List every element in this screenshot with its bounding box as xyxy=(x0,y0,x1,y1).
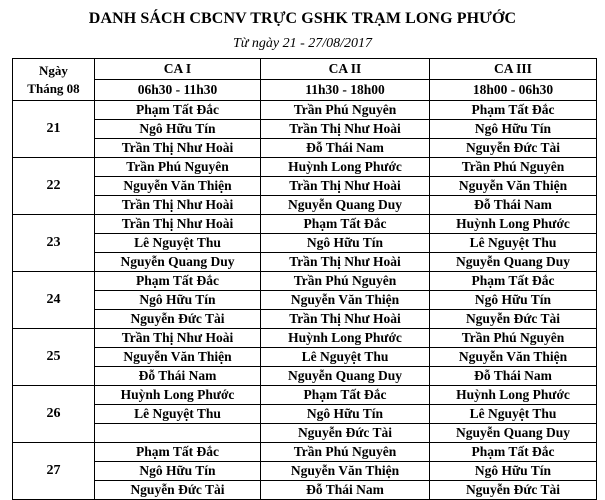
staff-name-cell: Ngô Hữu Tín xyxy=(95,120,261,139)
staff-name-cell: Ngô Hữu Tín xyxy=(95,291,261,310)
staff-name-cell: Nguyễn Quang Duy xyxy=(261,367,430,386)
staff-name-cell: Ngô Hữu Tín xyxy=(261,234,430,253)
shift-2-time: 11h30 - 18h00 xyxy=(261,80,430,101)
staff-name-cell: Nguyễn Quang Duy xyxy=(430,424,597,443)
staff-name-cell: Đỗ Thái Nam xyxy=(430,196,597,215)
staff-name-cell: Nguyễn Văn Thiện xyxy=(95,348,261,367)
table-row xyxy=(13,234,597,253)
staff-name-cell: Nguyễn Văn Thiện xyxy=(430,348,597,367)
staff-name-cell: Trần Thị Như Hoài xyxy=(95,215,261,234)
day-column-header xyxy=(13,59,95,101)
staff-name-cell: Nguyễn Quang Duy xyxy=(430,253,597,272)
table-row xyxy=(13,120,597,139)
day-cell: 26 xyxy=(13,386,95,443)
month-label: Tháng 08 xyxy=(27,80,80,96)
table-row xyxy=(13,177,597,196)
table-row xyxy=(13,215,597,234)
duty-roster-table xyxy=(12,58,597,500)
staff-name-cell: Nguyễn Văn Thiện xyxy=(430,177,597,196)
staff-name-cell: Nguyễn Văn Thiện xyxy=(261,291,430,310)
staff-name-cell: Phạm Tất Đắc xyxy=(261,386,430,405)
table-row xyxy=(13,101,597,120)
day-cell: 24 xyxy=(13,272,95,329)
staff-name-cell: Lê Nguyệt Thu xyxy=(430,234,597,253)
table-row xyxy=(13,272,597,291)
table-row xyxy=(13,462,597,481)
staff-name-cell: Lê Nguyệt Thu xyxy=(261,348,430,367)
table-row xyxy=(13,291,597,310)
staff-name-cell: Phạm Tất Đắc xyxy=(430,272,597,291)
shift-2-name: CA II xyxy=(261,59,430,80)
staff-name-cell: Nguyễn Quang Duy xyxy=(95,253,261,272)
staff-name-cell: Lê Nguyệt Thu xyxy=(95,234,261,253)
staff-name-cell: Huỳnh Long Phước xyxy=(430,386,597,405)
staff-name-cell: Trần Phú Nguyên xyxy=(430,329,597,348)
table-row xyxy=(13,405,597,424)
table-row xyxy=(13,253,597,272)
staff-name-cell: Trần Thị Như Hoài xyxy=(261,310,430,329)
staff-name-cell: Trần Thị Như Hoài xyxy=(261,177,430,196)
staff-name-cell: Trần Phú Nguyên xyxy=(95,158,261,177)
staff-name-cell: Trần Phú Nguyên xyxy=(261,272,430,291)
staff-name-cell: Nguyễn Đức Tài xyxy=(430,481,597,500)
roster-body xyxy=(13,101,597,500)
staff-name-cell: Huỳnh Long Phước xyxy=(261,329,430,348)
roster-header xyxy=(13,59,597,101)
table-row xyxy=(13,424,597,443)
staff-name-cell: Đỗ Thái Nam xyxy=(261,139,430,158)
table-row xyxy=(13,443,597,462)
table-row xyxy=(13,310,597,329)
staff-name-cell: Trần Thị Như Hoài xyxy=(95,139,261,158)
day-cell: 22 xyxy=(13,158,95,215)
staff-name-cell: Huỳnh Long Phước xyxy=(95,386,261,405)
staff-name-cell: Huỳnh Long Phước xyxy=(261,158,430,177)
day-cell: 25 xyxy=(13,329,95,386)
table-row xyxy=(13,348,597,367)
staff-name-cell: Ngô Hữu Tín xyxy=(430,462,597,481)
table-row xyxy=(13,386,597,405)
staff-name-cell: Phạm Tất Đắc xyxy=(95,272,261,291)
staff-name-cell: Nguyễn Văn Thiện xyxy=(261,462,430,481)
staff-name-cell: Nguyễn Đức Tài xyxy=(95,310,261,329)
day-label: Ngày xyxy=(39,62,68,78)
staff-name-cell: Lê Nguyệt Thu xyxy=(430,405,597,424)
staff-name-cell: Huỳnh Long Phước xyxy=(430,215,597,234)
staff-name-cell: Nguyễn Đức Tài xyxy=(261,424,430,443)
staff-name-cell: Nguyễn Đức Tài xyxy=(430,139,597,158)
table-row xyxy=(13,329,597,348)
staff-name-cell: Trần Phú Nguyên xyxy=(430,158,597,177)
shift-3-time: 18h00 - 06h30 xyxy=(430,80,597,101)
day-cell: 27 xyxy=(13,443,95,500)
staff-name-cell: Nguyễn Đức Tài xyxy=(430,310,597,329)
date-range-subtitle: Từ ngày 21 - 27/08/2017 xyxy=(232,36,373,51)
document-title: DANH SÁCH CBCNV TRỰC GSHK TRẠM LONG PHƯỚC xyxy=(88,10,517,27)
staff-name-cell: Ngô Hữu Tín xyxy=(261,405,430,424)
table-row xyxy=(13,481,597,500)
staff-name-cell: Phạm Tất Đắc xyxy=(430,443,597,462)
day-cell: 23 xyxy=(13,215,95,272)
table-row xyxy=(13,158,597,177)
staff-name-cell: Trần Thị Như Hoài xyxy=(95,196,261,215)
staff-name-cell: Ngô Hữu Tín xyxy=(95,462,261,481)
staff-name-cell: Trần Thị Như Hoài xyxy=(95,329,261,348)
staff-name-cell: Phạm Tất Đắc xyxy=(95,443,261,462)
staff-name-cell: Đỗ Thái Nam xyxy=(95,367,261,386)
staff-name-cell: Nguyễn Đức Tài xyxy=(95,481,261,500)
staff-name-cell: Đỗ Thái Nam xyxy=(430,367,597,386)
day-cell: 21 xyxy=(13,101,95,158)
shift-3-name: CA III xyxy=(430,59,597,80)
staff-name-cell: Phạm Tất Đắc xyxy=(95,101,261,120)
shift-1-name: CA I xyxy=(95,59,261,80)
staff-name-cell: Lê Nguyệt Thu xyxy=(95,405,261,424)
table-row xyxy=(13,196,597,215)
staff-name-cell: Phạm Tất Đắc xyxy=(430,101,597,120)
staff-name-cell: Ngô Hữu Tín xyxy=(430,120,597,139)
staff-name-cell: Phạm Tất Đắc xyxy=(261,215,430,234)
table-row xyxy=(13,139,597,158)
staff-name-cell: Trần Thị Như Hoài xyxy=(261,253,430,272)
staff-name-cell: Nguyễn Quang Duy xyxy=(261,196,430,215)
staff-name-cell: Trần Thị Như Hoài xyxy=(261,120,430,139)
staff-name-cell xyxy=(95,424,261,443)
staff-name-cell: Nguyễn Văn Thiện xyxy=(95,177,261,196)
shift-1-time: 06h30 - 11h30 xyxy=(95,80,261,101)
table-row xyxy=(13,367,597,386)
staff-name-cell: Trần Phú Nguyên xyxy=(261,443,430,462)
staff-name-cell: Trần Phú Nguyên xyxy=(261,101,430,120)
staff-name-cell: Đỗ Thái Nam xyxy=(261,481,430,500)
staff-name-cell: Ngô Hữu Tín xyxy=(430,291,597,310)
